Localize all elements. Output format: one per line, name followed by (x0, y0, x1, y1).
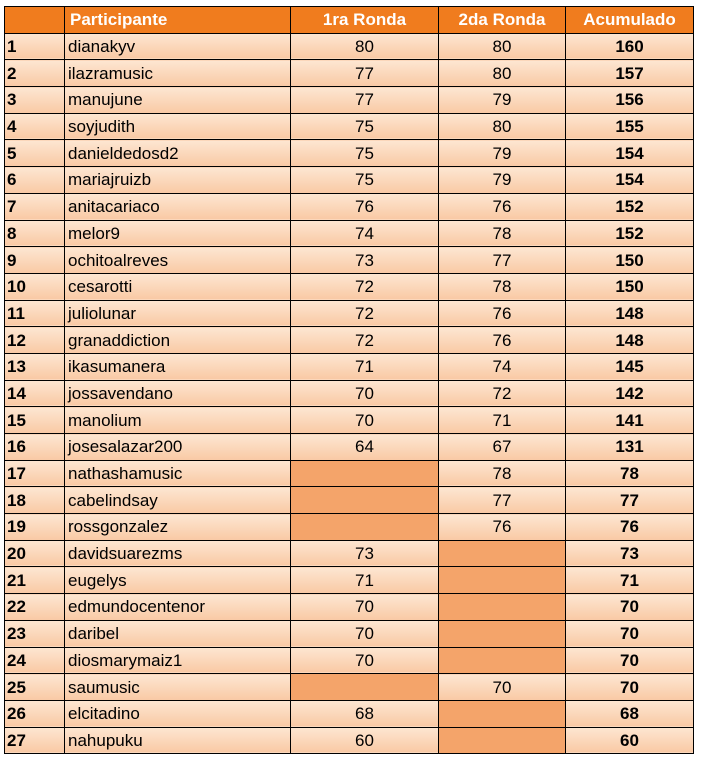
round1-cell (291, 460, 439, 487)
round2-cell (439, 594, 566, 621)
round1-cell: 77 (291, 87, 439, 114)
participant-cell: elcitadino (65, 700, 291, 727)
round2-cell: 80 (439, 33, 566, 60)
round2-cell (439, 647, 566, 674)
rank-cell: 27 (5, 727, 65, 754)
round2-cell: 79 (439, 167, 566, 194)
round1-cell: 75 (291, 113, 439, 140)
round1-cell: 72 (291, 327, 439, 354)
rank-cell: 13 (5, 353, 65, 380)
table-row (5, 620, 694, 647)
total-cell: 148 (566, 327, 694, 354)
round1-cell: 72 (291, 273, 439, 300)
total-cell: 150 (566, 247, 694, 274)
table-row (5, 113, 694, 140)
table-row (5, 300, 694, 327)
table-row (5, 33, 694, 60)
total-cell: 155 (566, 113, 694, 140)
rank-cell: 5 (5, 140, 65, 167)
round2-cell (439, 567, 566, 594)
rank-cell: 6 (5, 167, 65, 194)
participant-cell: saumusic (65, 674, 291, 701)
results-table (4, 6, 694, 754)
rank-cell: 24 (5, 647, 65, 674)
total-cell: 157 (566, 60, 694, 87)
round2-cell: 78 (439, 460, 566, 487)
participant-cell: nathashamusic (65, 460, 291, 487)
participant-cell: eugelys (65, 567, 291, 594)
round1-cell: 76 (291, 193, 439, 220)
table-row (5, 273, 694, 300)
round2-cell: 67 (439, 434, 566, 461)
rank-cell: 8 (5, 220, 65, 247)
round2-cell: 78 (439, 273, 566, 300)
participant-cell: manujune (65, 87, 291, 114)
rank-cell: 25 (5, 674, 65, 701)
table-row (5, 700, 694, 727)
participant-cell: josesalazar200 (65, 434, 291, 461)
round2-cell: 71 (439, 407, 566, 434)
round2-cell: 70 (439, 674, 566, 701)
table-row (5, 407, 694, 434)
table-row (5, 167, 694, 194)
participant-cell: manolium (65, 407, 291, 434)
total-cell: 154 (566, 167, 694, 194)
round2-cell: 76 (439, 193, 566, 220)
total-cell: 148 (566, 300, 694, 327)
rank-cell: 4 (5, 113, 65, 140)
participant-cell: cesarotti (65, 273, 291, 300)
round1-cell: 80 (291, 33, 439, 60)
round2-cell: 76 (439, 514, 566, 541)
participant-cell: ilazramusic (65, 60, 291, 87)
rank-cell: 26 (5, 700, 65, 727)
total-cell: 131 (566, 434, 694, 461)
rank-cell: 20 (5, 540, 65, 567)
round1-cell: 71 (291, 353, 439, 380)
table-row (5, 140, 694, 167)
rank-cell: 21 (5, 567, 65, 594)
rank-cell: 7 (5, 193, 65, 220)
total-cell: 70 (566, 647, 694, 674)
header-round2: 2da Ronda (439, 7, 566, 34)
table-header (5, 7, 694, 34)
header-row (5, 7, 694, 34)
table-row (5, 567, 694, 594)
rank-cell: 9 (5, 247, 65, 274)
table-row (5, 674, 694, 701)
header-total: Acumulado (566, 7, 694, 34)
round2-cell: 76 (439, 300, 566, 327)
total-cell: 142 (566, 380, 694, 407)
rank-cell: 1 (5, 33, 65, 60)
table-row (5, 594, 694, 621)
total-cell: 156 (566, 87, 694, 114)
participant-cell: anitacariaco (65, 193, 291, 220)
round2-cell: 80 (439, 60, 566, 87)
participant-cell: ikasumanera (65, 353, 291, 380)
rank-cell: 12 (5, 327, 65, 354)
participant-cell: diosmarymaiz1 (65, 647, 291, 674)
header-rank (5, 7, 65, 34)
table-row (5, 647, 694, 674)
participant-cell: danieldedosd2 (65, 140, 291, 167)
total-cell: 160 (566, 33, 694, 60)
participant-cell: dianakyv (65, 33, 291, 60)
round2-cell: 77 (439, 247, 566, 274)
total-cell: 70 (566, 620, 694, 647)
participant-cell: cabelindsay (65, 487, 291, 514)
total-cell: 77 (566, 487, 694, 514)
total-cell: 78 (566, 460, 694, 487)
round1-cell: 64 (291, 434, 439, 461)
table-row (5, 247, 694, 274)
table-row (5, 487, 694, 514)
round1-cell: 68 (291, 700, 439, 727)
round2-cell (439, 727, 566, 754)
round2-cell: 79 (439, 140, 566, 167)
rank-cell: 11 (5, 300, 65, 327)
participant-cell: granaddiction (65, 327, 291, 354)
participant-cell: melor9 (65, 220, 291, 247)
rank-cell: 19 (5, 514, 65, 541)
rank-cell: 16 (5, 434, 65, 461)
total-cell: 70 (566, 594, 694, 621)
table-row (5, 193, 694, 220)
header-round1: 1ra Ronda (291, 7, 439, 34)
participant-cell: daribel (65, 620, 291, 647)
total-cell: 68 (566, 700, 694, 727)
table-row (5, 727, 694, 754)
rank-cell: 18 (5, 487, 65, 514)
round2-cell (439, 620, 566, 647)
total-cell: 141 (566, 407, 694, 434)
participant-cell: edmundocentenor (65, 594, 291, 621)
total-cell: 145 (566, 353, 694, 380)
rank-cell: 10 (5, 273, 65, 300)
participant-cell: jossavendano (65, 380, 291, 407)
rank-cell: 23 (5, 620, 65, 647)
total-cell: 152 (566, 220, 694, 247)
round2-cell: 78 (439, 220, 566, 247)
round1-cell: 70 (291, 620, 439, 647)
round1-cell: 77 (291, 60, 439, 87)
table-row (5, 327, 694, 354)
rank-cell: 15 (5, 407, 65, 434)
round1-cell: 60 (291, 727, 439, 754)
table-row (5, 87, 694, 114)
round1-cell: 73 (291, 540, 439, 567)
rank-cell: 3 (5, 87, 65, 114)
participant-cell: davidsuarezms (65, 540, 291, 567)
participant-cell: soyjudith (65, 113, 291, 140)
rank-cell: 22 (5, 594, 65, 621)
round1-cell: 71 (291, 567, 439, 594)
round1-cell (291, 487, 439, 514)
round2-cell: 72 (439, 380, 566, 407)
round1-cell (291, 674, 439, 701)
header-participant: Participante (65, 7, 291, 34)
rank-cell: 17 (5, 460, 65, 487)
participant-cell: ochitoalreves (65, 247, 291, 274)
table-row (5, 60, 694, 87)
round2-cell: 80 (439, 113, 566, 140)
round1-cell: 75 (291, 167, 439, 194)
total-cell: 154 (566, 140, 694, 167)
round1-cell: 70 (291, 594, 439, 621)
round1-cell: 70 (291, 647, 439, 674)
rank-cell: 14 (5, 380, 65, 407)
round1-cell: 74 (291, 220, 439, 247)
round1-cell: 70 (291, 380, 439, 407)
round2-cell: 77 (439, 487, 566, 514)
rank-cell: 2 (5, 60, 65, 87)
table-row (5, 540, 694, 567)
total-cell: 152 (566, 193, 694, 220)
total-cell: 60 (566, 727, 694, 754)
round1-cell (291, 514, 439, 541)
total-cell: 150 (566, 273, 694, 300)
table-row (5, 380, 694, 407)
total-cell: 70 (566, 674, 694, 701)
round2-cell (439, 540, 566, 567)
table-row (5, 460, 694, 487)
participant-cell: rossgonzalez (65, 514, 291, 541)
total-cell: 76 (566, 514, 694, 541)
round1-cell: 72 (291, 300, 439, 327)
table-row (5, 434, 694, 461)
round2-cell: 76 (439, 327, 566, 354)
participant-cell: mariajruizb (65, 167, 291, 194)
round1-cell: 70 (291, 407, 439, 434)
total-cell: 73 (566, 540, 694, 567)
table-row (5, 220, 694, 247)
table-row (5, 514, 694, 541)
total-cell: 71 (566, 567, 694, 594)
table-body (5, 33, 694, 754)
table-row (5, 353, 694, 380)
round2-cell (439, 700, 566, 727)
round2-cell: 79 (439, 87, 566, 114)
participant-cell: juliolunar (65, 300, 291, 327)
participant-cell: nahupuku (65, 727, 291, 754)
results-table-container (4, 6, 694, 754)
round1-cell: 75 (291, 140, 439, 167)
round2-cell: 74 (439, 353, 566, 380)
round1-cell: 73 (291, 247, 439, 274)
